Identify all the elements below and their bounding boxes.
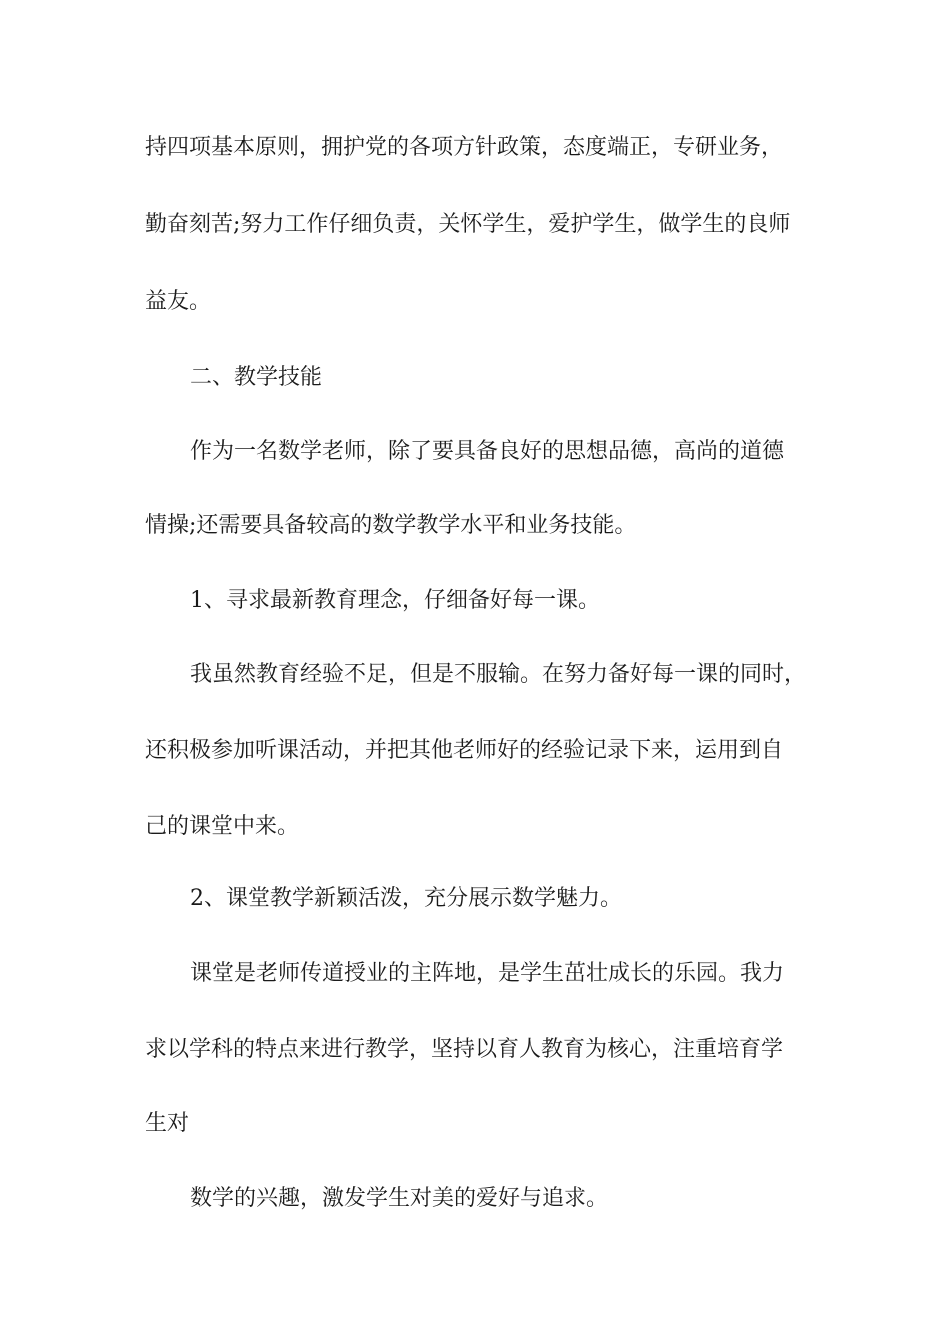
text-line: 数学的兴趣，激发学生对美的爱好与追求。: [190, 1186, 609, 1211]
text-line: 己的课堂中来。: [145, 814, 300, 839]
text-line: 益友。: [145, 289, 212, 314]
section-heading: 二、教学技能: [190, 365, 323, 390]
text-line: 课堂是老师传道授业的主阵地，是学生茁壮成长的乐园。我力: [190, 961, 785, 986]
text-line: 还积极参加听课活动，并把其他老师好的经验记录下来，运用到自: [145, 738, 784, 763]
text-line: 我虽然教育经验不足，但是不服输。在努力备好每一课的同时，: [190, 662, 807, 687]
text-line: 持四项基本原则，拥护党的各项方针政策，态度端正，专研业务，: [145, 135, 784, 160]
text-line: 生对: [145, 1111, 190, 1136]
text-line: 求以学科的特点来进行教学，坚持以育人教育为核心，注重培育学: [145, 1037, 784, 1062]
text-line: 勤奋刻苦;努力工作仔细负责，关怀学生，爱护学生，做学生的良师: [145, 212, 791, 237]
text-line: 作为一名数学老师，除了要具备良好的思想品德，高尚的道德: [190, 439, 785, 464]
text-line: 情操;还需要具备较高的数学教学水平和业务技能。: [145, 513, 637, 538]
subsection-heading: 1、寻求最新教育理念，仔细备好每一课。: [190, 588, 600, 613]
subsection-heading: 2、课堂教学新颖活泼，充分展示数学魅力。: [190, 886, 622, 911]
